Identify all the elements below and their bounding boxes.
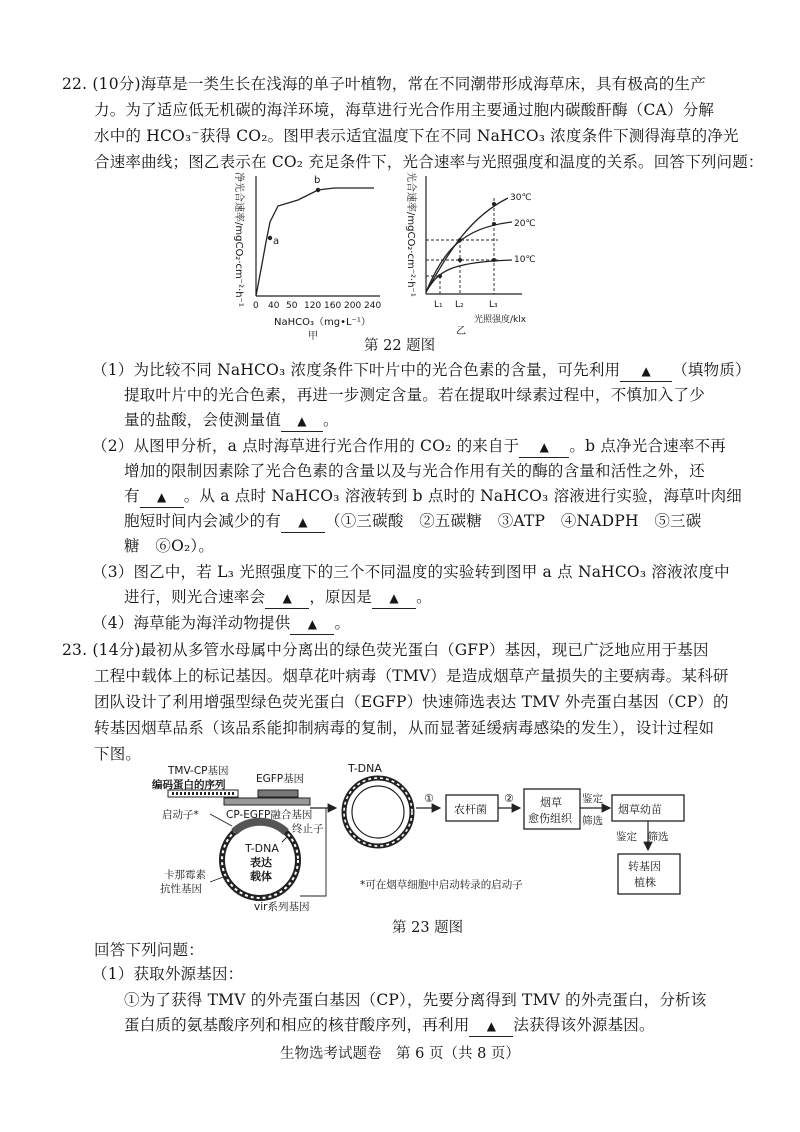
transgenic-label-1: 转基因 [628, 860, 661, 873]
transgenic-label-2: 植株 [634, 876, 656, 889]
chart-jia-point-b [316, 188, 320, 192]
q23-sub1-line-1: ①为了获得 TMV 的外壳蛋白基因（CP），先要分离得到 TMV 的外壳蛋白，分析该 [124, 991, 707, 1009]
answer-blank[interactable]: ▲ [620, 361, 672, 382]
q23-line-4: 转基因烟草品系（该品系能抑制病毒的复制，从而显著延缓病毒感染的发生），设计过程如 [94, 719, 715, 737]
tdna-vector-label-3: 载体 [250, 870, 272, 883]
identify-screen-label-3: 鉴定 筛选 [616, 831, 669, 843]
chart-jia-label-b: b [314, 175, 321, 186]
fusion-label: CP-EGFP融合基因 [226, 809, 313, 821]
tmv-cp-label-2: 编码蛋白的序列 [152, 779, 226, 791]
seedling-label: 烟草幼苗 [618, 803, 662, 816]
q23-answer-intro: 回答下列问题： [94, 941, 204, 959]
figure-22 [222, 168, 552, 340]
q22-sub2-line-1: （2）从图甲分析，a 点时海草进行光合作用的 CO₂ 的来自于 ▲ 。b 点净光合速率不再 [92, 436, 726, 458]
identify-screen-label-1: 鉴定 [582, 793, 603, 805]
q22-sub4-line-1: （4）海草能为海洋动物提供 ▲ 。 [92, 613, 350, 635]
answer-blank[interactable]: ▲ [265, 588, 309, 609]
chart-yi-xlabel: 光照强度/klx [474, 315, 527, 325]
chart-jia-tick-2: 50 [286, 301, 298, 311]
chart-jia-tick-1: 40 [268, 301, 280, 311]
chart-jia-panel: 甲 [308, 331, 318, 340]
chart-yi-tick-l2: L₂ [455, 300, 464, 310]
terminator-label: 终止子 [292, 823, 324, 835]
q23-line-2: 工程中载体上的标记基因。烟草花叶病毒（TMV）是造成烟草产量损失的主要病毒。某科研 [94, 667, 729, 685]
egfp-label: EGFP基因 [256, 773, 305, 785]
q22-number: 22. [62, 75, 88, 93]
q23-line-5: 下图。 [94, 745, 142, 763]
promoter-label: 启动子* [162, 809, 199, 821]
chart-yi-tick-l3: L₃ [489, 300, 498, 310]
q22-line-2: 力。为了适应低无机碳的海洋环境，海草进行光合作用主要通过胞内碳酸酐酶（CA）分解 [94, 101, 715, 119]
answer-blank[interactable]: ▲ [281, 512, 325, 533]
q22-sub2-line-4: 胞短时间内会减少的有 ▲ （①三碳酸 ②五碳糖 ③ATP ④NADPH ⑤三碳 [124, 511, 701, 533]
chart-yi-panel: 乙 [456, 326, 466, 337]
step-1-label: ① [424, 792, 434, 805]
q23-sub1-title: （1）获取外源基因： [92, 965, 244, 983]
step-2-label: ② [504, 792, 514, 805]
q23-number: 23. [62, 641, 88, 659]
chart-jia-tick-4: 160 [324, 301, 342, 311]
chart-yi-curve-30 [426, 198, 508, 292]
answer-blank[interactable]: ▲ [140, 487, 184, 508]
chart-jia-label-a: a [273, 236, 280, 247]
egfp-gene-segment [258, 790, 298, 797]
chart-yi [405, 172, 536, 337]
chart-jia-tick-5: 200 [344, 301, 362, 311]
q23-line-1: 23. (14分)最初从多管水母属中分离出的绿色荧光蛋白（GFP）基因，现已广泛地应用于基因 [62, 641, 709, 659]
q22-sub2-line-2: 增加的限制因素除了光合色素的含量以及与光合作用有关的酶的含量和活性之外，还 [124, 462, 705, 480]
tdna-vector-label-1: T-DNA [245, 842, 279, 855]
chart-jia-xlabel: NaHCO₃（mg•L⁻¹） [274, 317, 371, 328]
answer-blank[interactable]: ▲ [469, 1016, 513, 1037]
chart-yi-ylabel: 光合速率/mgCO₂·cm⁻²·h⁻¹ [405, 172, 416, 297]
figure-23 [150, 762, 720, 914]
q23-line-3: 团队设计了利用增强型绿色荧光蛋白（EGFP）快速筛选表达 TMV 外壳蛋白基因（CP）的 [94, 693, 729, 711]
tdna-vector-label-2: 表达 [250, 856, 272, 869]
answer-blank[interactable]: ▲ [519, 437, 569, 458]
chart-yi-label-20: 20℃ [514, 219, 536, 229]
fusion-gene-segment [224, 798, 310, 805]
chart-yi-curve-20 [426, 222, 512, 292]
q22-line-1: 22. (10分)海草是一类生长在浅海的单子叶植物，常在不同潮带形成海草床，具有极高的生产 [62, 75, 706, 93]
identify-screen-label-2: 筛选 [582, 815, 603, 827]
tmv-cp-label: TMV-CP基因 [168, 765, 229, 777]
callus-label-2: 愈伤组织 [528, 812, 572, 825]
page-footer: 生物选考试题卷 第 6 页（共 8 页） [280, 1046, 520, 1062]
chart-jia-tick-3: 120 [304, 301, 322, 311]
kanamycin-label-2: 抗性基因 [160, 883, 202, 895]
chart-jia-ylabel: 净光合速率/mgCO₂·cm⁻²·h⁻¹ [233, 172, 244, 307]
callus-label-1: 烟草 [540, 796, 562, 809]
q22-sub2-line-5: 糖 ⑥O₂）。 [124, 537, 215, 555]
kanamycin-label-1: 卡那霉素 [164, 869, 206, 881]
q22-sub2-line-3: 有 ▲ 。从 a 点时 NaHCO₃ 溶液转到 b 点时的 NaHCO₃ 溶液进行实验，海草叶肉细 [124, 486, 742, 508]
q23-sub1-line-2: 蛋白质的氨基酸序列和相应的核苷酸序列，再利用 ▲ 法获得该外源基因。 [124, 1015, 655, 1037]
chart-yi-label-30: 30℃ [510, 193, 532, 203]
q22-line-4: 合速率曲线；图乙表示在 CO₂ 充足条件下，光合速率与光照强度和温度的关系。回答下列问题： [94, 153, 764, 171]
cp-gene-segment [168, 790, 238, 797]
tdna-top-label: T-DNA [348, 762, 382, 775]
figure-23-caption: 第 23 题图 [392, 920, 464, 936]
chart-yi-tick-l1: L₁ [434, 300, 443, 310]
chart-jia-tick-6: 240 [364, 301, 382, 311]
q22-sub3-line-2: 进行，则光合速率会 ▲ ，原因是 ▲ 。 [124, 587, 432, 609]
q22-line-3: 水中的 HCO₃⁻获得 CO₂。图甲表示适宜温度下在不同 NaHCO₃ 浓度条件下测得海草的净光 [94, 127, 739, 145]
chart-jia-tick-0: 0 [253, 301, 259, 311]
agrobacterium-label: 农杆菌 [454, 803, 487, 816]
chart-yi-label-10: 10℃ [514, 255, 536, 265]
chart-jia [233, 172, 381, 340]
answer-blank[interactable]: ▲ [290, 614, 334, 635]
chart-jia-point-a [268, 236, 272, 240]
q22-sub1-line-3: 量的盐酸，会使测量值 ▲ 。 [124, 410, 339, 432]
q22-sub1-line-1: （1）为比较不同 NaHCO₃ 浓度条件下叶片中的光合色素的含量，可先利用 ▲ （填物质） [92, 360, 751, 382]
promoter-note: *可在烟草细胞中启动转录的启动子 [360, 879, 523, 891]
answer-blank[interactable]: ▲ [281, 411, 323, 432]
q22-sub3-line-1: （3）图乙中，若 L₃ 光照强度下的三个不同温度的实验转到图甲 a 点 NaHCO₃ 溶液浓度中 [92, 563, 730, 581]
vir-label: vir系列基因 [254, 901, 310, 913]
q22-sub1-line-2: 提取叶片中的光合色素，再进一步测定含量。若在提取叶绿素过程中，不慎加入了少 [124, 386, 705, 404]
figure-22-caption: 第 22 题图 [364, 338, 436, 354]
answer-blank[interactable]: ▲ [372, 588, 416, 609]
